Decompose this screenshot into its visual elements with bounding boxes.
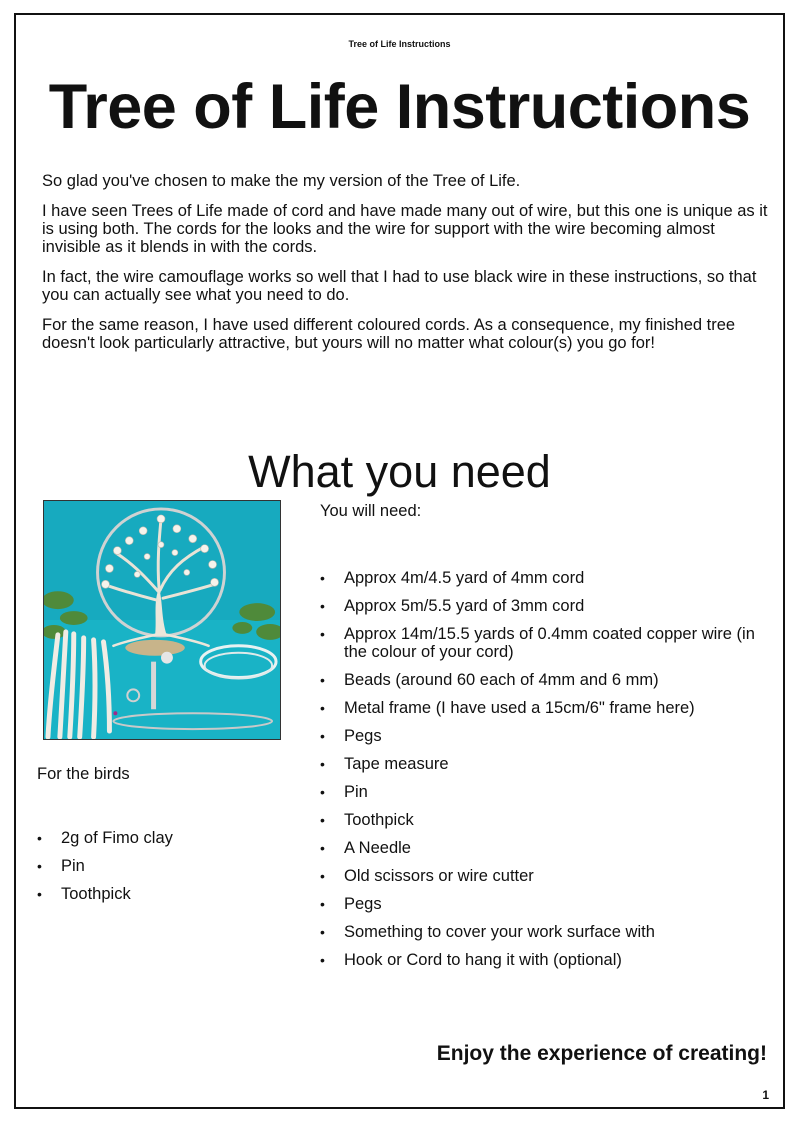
materials-intro: You will need: bbox=[320, 502, 422, 520]
running-header: Tree of Life Instructions bbox=[348, 39, 451, 49]
intro-paragraph: In fact, the wire camouflage works so well that I had to use black wire in these instructions, so that you can actually see what you need to do. bbox=[42, 268, 757, 304]
list-item: • Approx 14m/15.5 yards of 0.4mm coated copper wire (in the colour of your cord) bbox=[320, 625, 775, 661]
list-item: • Toothpick bbox=[320, 811, 775, 829]
list-item: • A Needle bbox=[320, 839, 775, 857]
list-item: • Tape measure bbox=[320, 755, 775, 773]
list-item: • Pegs bbox=[320, 895, 775, 913]
birds-materials-list bbox=[37, 829, 277, 913]
section-heading: What you need bbox=[248, 446, 551, 497]
list-item: • 2g of Fimo clay bbox=[37, 829, 277, 847]
intro-section bbox=[42, 172, 770, 364]
intro-paragraph: For the same reason, I have used different coloured cords. As a consequence, my finished tree doesn't look particularly attractive, but yours will no matter what colour(s) you go for! bbox=[42, 316, 736, 352]
tree-of-life-illustration bbox=[44, 501, 280, 739]
list-item: • Beads (around 60 each of 4mm and 6 mm) bbox=[320, 671, 775, 689]
list-item: • Approx 4m/4.5 yard of 4mm cord bbox=[320, 569, 775, 587]
materials-list bbox=[320, 569, 775, 979]
list-item: • Toothpick bbox=[37, 885, 277, 903]
list-item: • Pin bbox=[320, 783, 775, 801]
intro-paragraph: So glad you've chosen to make the my version of the Tree of Life. bbox=[42, 172, 521, 190]
page-number: 1 bbox=[762, 1088, 769, 1102]
list-item: • Approx 5m/5.5 yard of 3mm cord bbox=[320, 597, 775, 615]
intro-paragraph: I have seen Trees of Life made of cord and have made many out of wire, but this one is unique as it is using both. The cords for the looks and the wire for support with the wire becoming almost invisible as it blends in with the cords. bbox=[42, 202, 768, 256]
list-item: • Old scissors or wire cutter bbox=[320, 867, 775, 885]
birds-heading: For the birds bbox=[37, 765, 130, 783]
list-item: • Pin bbox=[37, 857, 277, 875]
list-item: • Metal frame (I have used a 15cm/6" frame here) bbox=[320, 699, 775, 717]
list-item: • Pegs bbox=[320, 727, 775, 745]
document-page bbox=[14, 13, 785, 1109]
list-item: • Something to cover your work surface with bbox=[320, 923, 775, 941]
closing-message: Enjoy the experience of creating! bbox=[436, 1042, 767, 1065]
page-title: Tree of Life Instructions bbox=[48, 72, 751, 142]
list-item: • Hook or Cord to hang it with (optional) bbox=[320, 951, 775, 969]
tree-of-life-photo bbox=[43, 500, 281, 740]
